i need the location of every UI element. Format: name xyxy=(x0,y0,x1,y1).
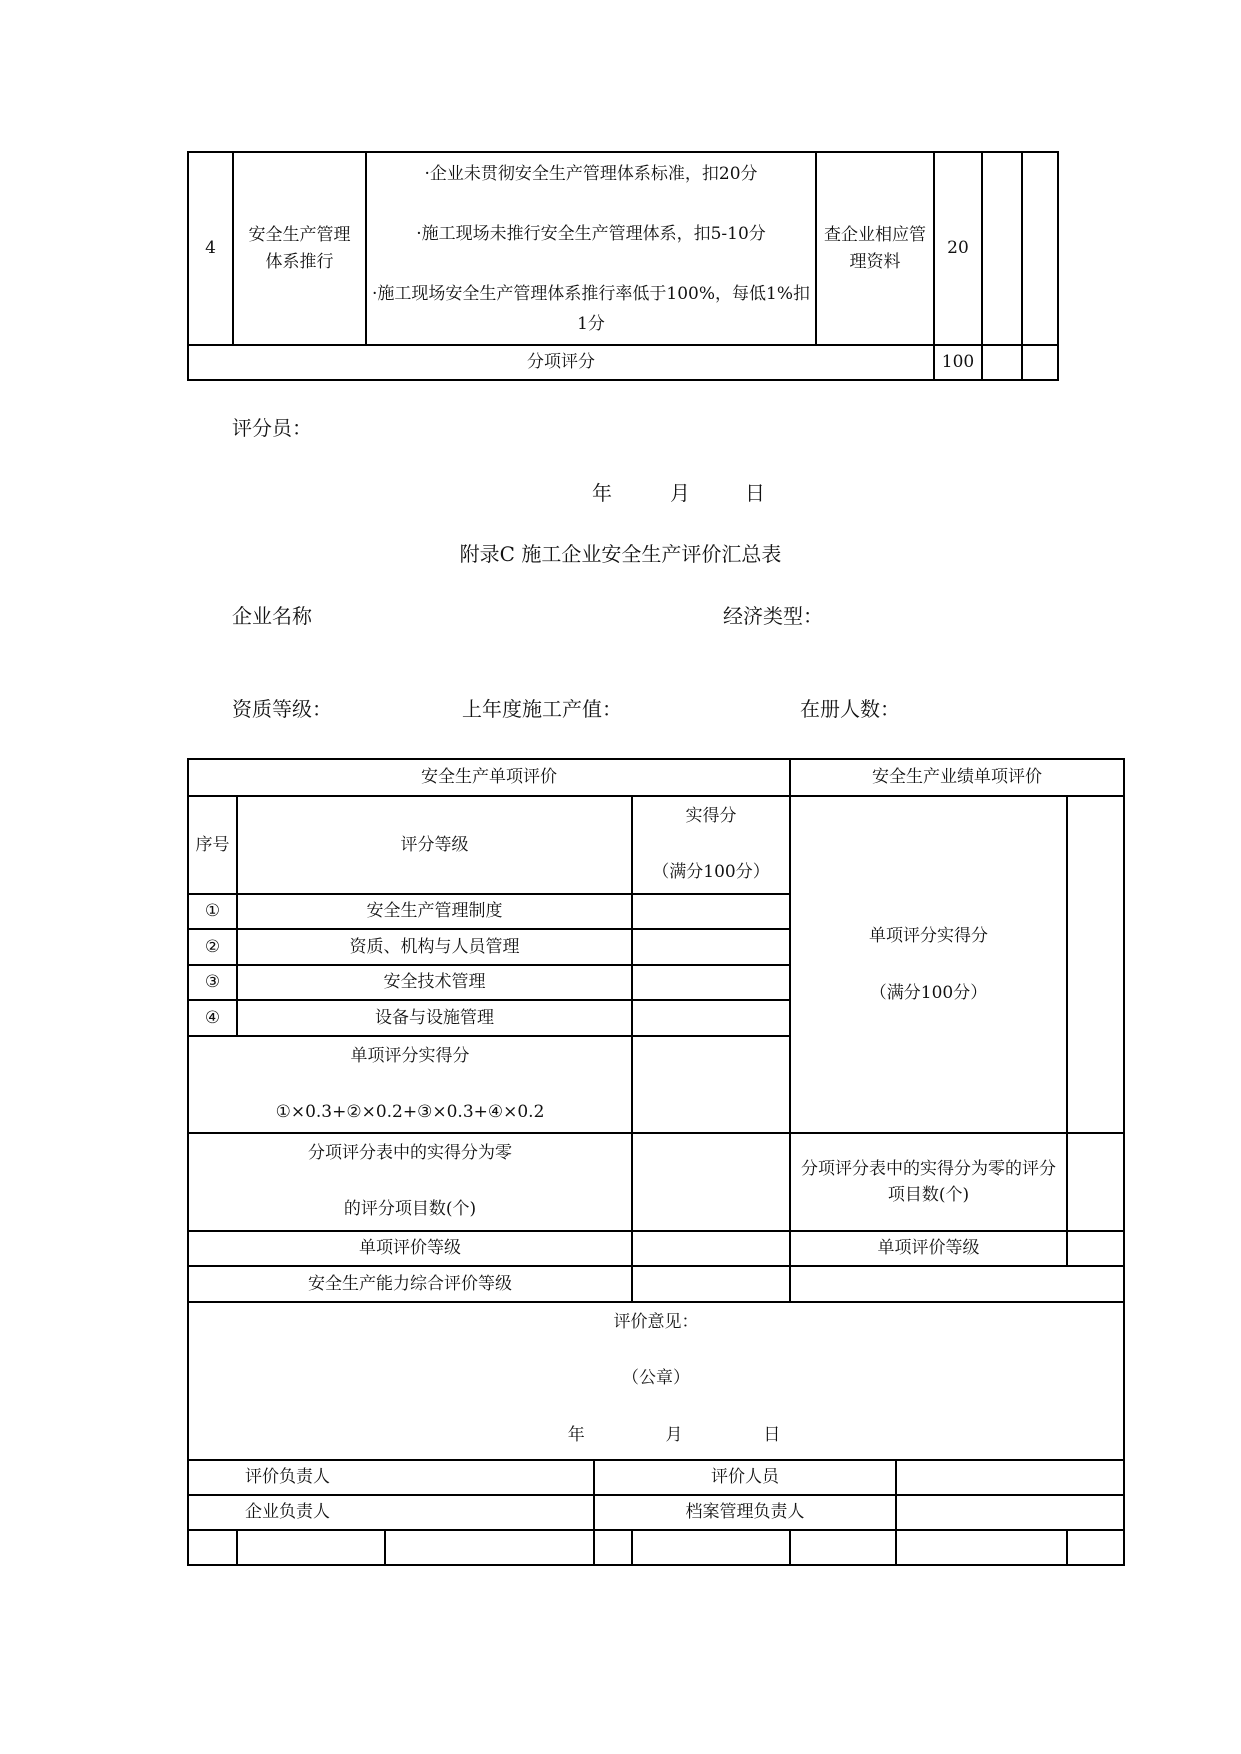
table-row xyxy=(188,759,1124,796)
item-score xyxy=(632,1000,790,1036)
criterion-2: ·施工现场未推行安全生产管理体系，扣5-10分 xyxy=(416,223,766,244)
zero-items-left-line1: 分项评分表中的实得分为零 xyxy=(308,1143,512,1163)
archive-leader-label: 档案管理负责人 xyxy=(594,1495,896,1530)
item-number: ③ xyxy=(188,965,237,1000)
company-name-label: 企业名称 xyxy=(232,604,312,628)
formula: ①×0.3+②×0.2+③×0.3+④×0.2 xyxy=(275,1102,545,1123)
performance-score-cell xyxy=(790,796,1067,1133)
single-grade-left-label: 单项评价等级 xyxy=(188,1231,632,1266)
col-number: 序号 xyxy=(188,796,237,894)
zero-items-right-value xyxy=(1067,1133,1124,1231)
blank-cell xyxy=(1067,1530,1124,1565)
overall-grade-label: 安全生产能力综合评价等级 xyxy=(188,1266,632,1302)
zero-items-left-line2: 的评分项目数(个) xyxy=(343,1199,477,1220)
item-name: 安全生产管理体系推行 xyxy=(233,152,366,345)
staff-count-label: 在册人数： xyxy=(800,697,900,721)
qualification-label: 资质等级： xyxy=(232,697,332,721)
output-value-label: 上年度施工产值： xyxy=(462,697,622,721)
opinion-day: 日 xyxy=(763,1424,781,1445)
blank-cell xyxy=(790,1530,896,1565)
table-row xyxy=(188,152,1058,345)
table-row xyxy=(188,1231,1124,1266)
item-name: 资质、机构与人员管理 xyxy=(237,929,632,965)
blank-cell xyxy=(632,1530,790,1565)
overall-grade-value xyxy=(632,1266,790,1302)
item-number: ① xyxy=(188,894,237,929)
single-grade-left-value xyxy=(632,1231,790,1266)
item-score xyxy=(632,965,790,1000)
max-score: 20 xyxy=(934,152,982,345)
deduction-criteria xyxy=(366,152,816,345)
formula-label: 单项评分实得分 xyxy=(350,1046,470,1066)
header-performance-single: 安全生产业绩单项评价 xyxy=(790,759,1124,796)
blank-cell xyxy=(896,1530,1067,1565)
table-row xyxy=(188,1530,1124,1565)
item-name: 安全生产管理制度 xyxy=(237,894,632,929)
opinion-label: 评价意见： xyxy=(613,1312,699,1332)
actual-score xyxy=(1022,152,1058,345)
performance-score-label: 单项评分实得分 xyxy=(869,926,989,947)
single-grade-right-value xyxy=(1067,1231,1124,1266)
archive-leader-value xyxy=(896,1495,1124,1530)
summary-table xyxy=(187,758,1125,1566)
evaluators-value xyxy=(896,1460,1124,1495)
col-score xyxy=(632,796,790,894)
total-label: 分项评分 xyxy=(188,345,934,380)
formula-score xyxy=(632,1036,790,1133)
scoring-table xyxy=(187,151,1059,381)
performance-score-full: （满分100分） xyxy=(869,982,988,1003)
overall-grade-blank xyxy=(790,1266,1124,1302)
item-name: 设备与设施管理 xyxy=(237,1000,632,1036)
blank-cell xyxy=(237,1530,385,1565)
single-grade-right-label: 单项评价等级 xyxy=(790,1231,1067,1266)
col-grade: 评分等级 xyxy=(237,796,632,894)
criterion-1: ·企业未贯彻安全生产管理体系标准，扣20分 xyxy=(424,163,758,184)
col-score-label: 实得分 xyxy=(685,806,737,826)
eval-leader-label xyxy=(188,1460,594,1495)
total-actual xyxy=(1022,345,1058,380)
item-number: ④ xyxy=(188,1000,237,1036)
total-score: 100 xyxy=(934,345,982,380)
date-day: 日 xyxy=(745,481,765,505)
formula-cell xyxy=(188,1036,632,1133)
table-row xyxy=(188,1302,1124,1460)
zero-items-left-value xyxy=(632,1133,790,1231)
table-row xyxy=(188,1266,1124,1302)
deducted-score xyxy=(982,152,1022,345)
eval-leader-text: 评价负责人 xyxy=(245,1467,330,1488)
opinion-year: 年 xyxy=(567,1424,585,1445)
seal-label: （公章） xyxy=(622,1368,691,1389)
check-method: 查企业相应管理资料 xyxy=(816,152,934,345)
blank-cell xyxy=(594,1530,632,1565)
table-row xyxy=(188,1495,1124,1530)
evaluators-label: 评价人员 xyxy=(594,1460,896,1495)
blank-cell xyxy=(188,1530,237,1565)
date-year: 年 xyxy=(592,481,612,505)
performance-score-value xyxy=(1067,796,1124,1133)
economic-type-label: 经济类型： xyxy=(723,604,823,628)
item-name: 安全技术管理 xyxy=(237,965,632,1000)
item-score xyxy=(632,894,790,929)
total-deducted xyxy=(982,345,1022,380)
opinion-cell xyxy=(188,1302,1124,1460)
table-row xyxy=(188,1133,1124,1231)
item-score xyxy=(632,929,790,965)
company-leader-text: 企业负责人 xyxy=(245,1502,330,1523)
col-score-full: （满分100分） xyxy=(652,862,770,883)
row-number: 4 xyxy=(188,152,233,345)
header-safety-single: 安全生产单项评价 xyxy=(188,759,790,796)
zero-items-left-cell xyxy=(188,1133,632,1231)
zero-items-right: 分项评分表中的实得分为零的评分项目数(个) xyxy=(790,1133,1067,1231)
date-month: 月 xyxy=(670,481,690,505)
scorer-label: 评分员： xyxy=(232,416,312,440)
company-leader-label xyxy=(188,1495,594,1530)
table-row xyxy=(188,1460,1124,1495)
opinion-date xyxy=(225,1422,1123,1448)
table-row xyxy=(188,345,1058,380)
appendix-title: 附录C 施工企业安全生产评价汇总表 xyxy=(459,542,782,566)
item-number: ② xyxy=(188,929,237,965)
blank-cell xyxy=(385,1530,594,1565)
opinion-month: 月 xyxy=(665,1424,683,1445)
table-row xyxy=(188,796,1124,894)
criterion-3: ·施工现场安全生产管理体系推行率低于100%，每低1%扣1分 xyxy=(372,283,810,334)
